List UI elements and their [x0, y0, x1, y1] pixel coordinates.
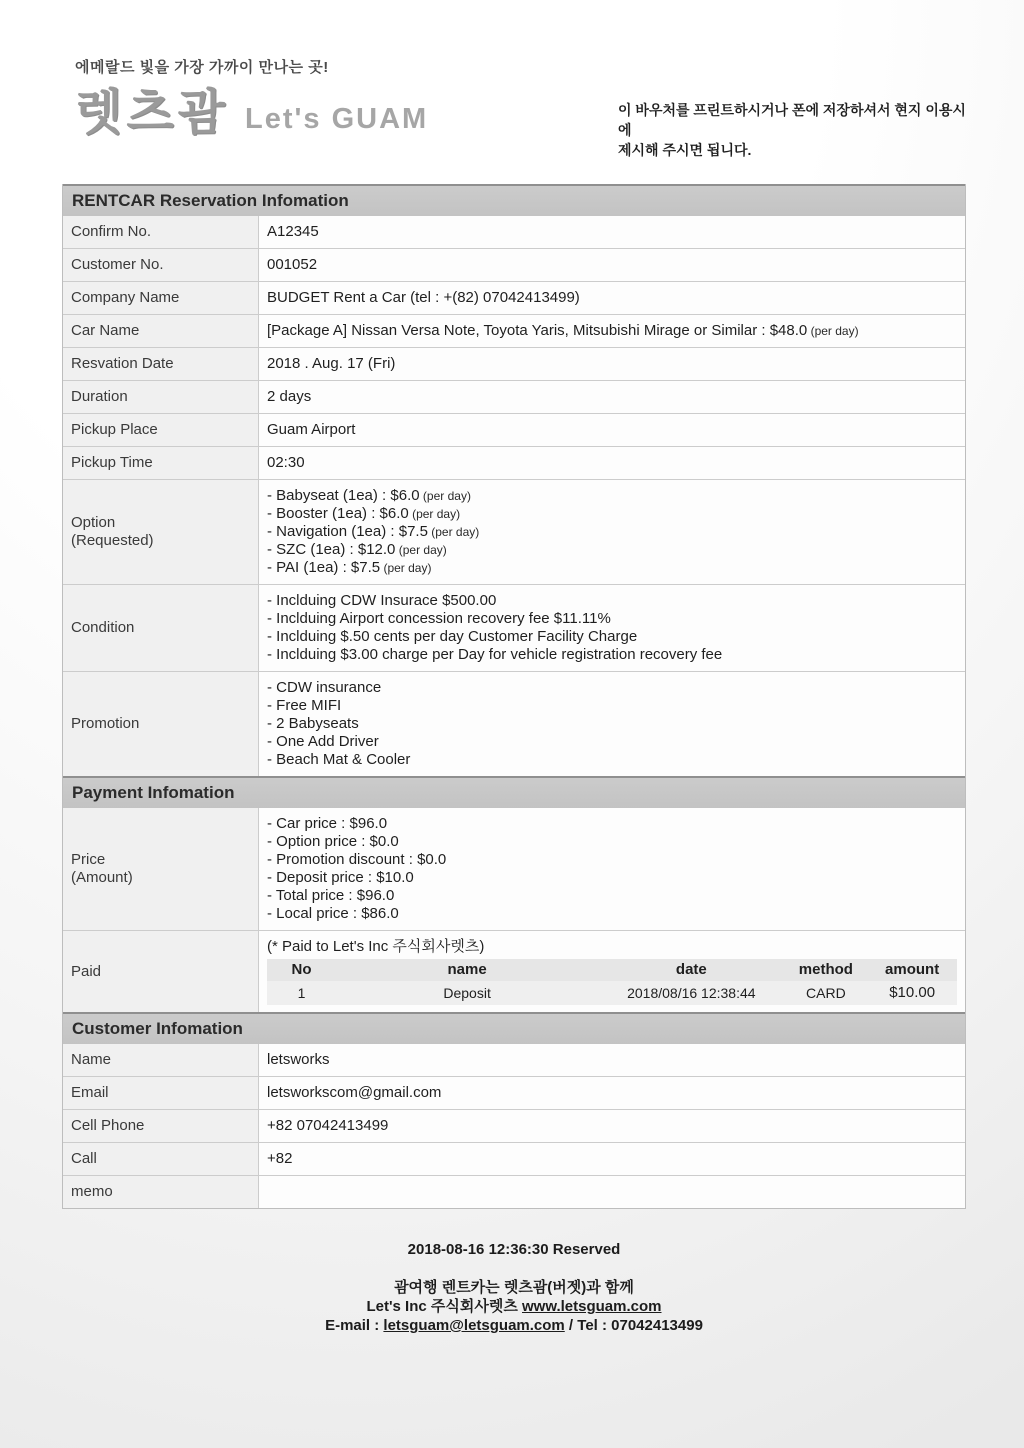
- per-day-suffix: (per day): [408, 507, 461, 521]
- row-label: [63, 348, 259, 380]
- table-row: [63, 930, 965, 1012]
- row-value: [259, 672, 965, 776]
- row-value: [259, 348, 965, 380]
- section-title-customer: Customer Infomation: [63, 1012, 965, 1044]
- table-row: [63, 314, 965, 347]
- row-value: [259, 1143, 965, 1175]
- row-label-line: Promotion: [71, 715, 140, 732]
- per-day-suffix: (per day): [427, 525, 480, 539]
- value-text: A12345: [267, 223, 319, 240]
- row-value-line: [267, 355, 957, 373]
- row-label-line: memo: [71, 1183, 113, 1200]
- footer-company-line: [62, 1297, 966, 1316]
- customer-rows: [63, 1044, 965, 1208]
- table-row: [63, 671, 965, 776]
- row-value-line: [267, 833, 957, 851]
- paid-table-cell: $10.00: [867, 981, 957, 1005]
- table-row: [63, 380, 965, 413]
- table-row: [63, 347, 965, 380]
- row-value: [259, 282, 965, 314]
- logo-korean-icon: 렛츠괌: [75, 86, 230, 140]
- paid-table-cell: 2018/08/16 12:38:44: [598, 981, 784, 1005]
- value-text: - Inclduing CDW Insurace $500.00: [267, 592, 497, 609]
- row-value: [259, 447, 965, 479]
- row-label: [63, 414, 259, 446]
- table-row: [63, 1142, 965, 1175]
- per-day-suffix: (per day): [419, 489, 471, 503]
- row-label-line: Paid: [71, 962, 102, 980]
- row-value: [259, 931, 965, 1012]
- paid-table-header: No: [267, 959, 336, 981]
- table-row: [63, 413, 965, 446]
- row-value-line: [267, 815, 957, 833]
- value-text: +82: [267, 1150, 293, 1167]
- row-label-line: Condition: [71, 619, 135, 636]
- row-label: [63, 1077, 259, 1109]
- per-day-suffix: (per day): [807, 324, 859, 338]
- row-label-line: Name: [71, 1051, 112, 1068]
- paid-table-header: method: [784, 959, 867, 981]
- brand-tagline: 에메랄드 빛을 가장 가까이 만나는 곳!: [75, 59, 329, 76]
- row-label-line: Duration: [71, 388, 128, 405]
- row-label: [63, 381, 259, 413]
- value-text: - Inclduing $3.00 charge per Day for vehicle registration recovery fee: [267, 646, 723, 663]
- row-label-line: Price: [71, 851, 106, 868]
- footer-email-line: [62, 1316, 966, 1335]
- row-label: [63, 585, 259, 671]
- value-text: - Local price : $86.0: [267, 905, 399, 922]
- row-value-line: [267, 223, 957, 241]
- row-value-line: [267, 1051, 957, 1069]
- row-label: [63, 808, 259, 930]
- footer-slogan: 괌여행 렌트카는 렛츠괌(버젯)과 함께: [394, 1279, 634, 1296]
- paid-table: [267, 959, 957, 1005]
- paid-table-row: [267, 981, 957, 1005]
- value-text: letsworkscom@gmail.com: [267, 1084, 442, 1101]
- table-row: [63, 584, 965, 671]
- row-value-line: [267, 421, 957, 439]
- value-text: - Promotion discount : $0.0: [267, 851, 447, 868]
- table-row: [63, 479, 965, 584]
- notice-line-2: 제시해 주시면 됩니다.: [618, 142, 752, 158]
- row-value-line: [267, 733, 957, 751]
- row-label: [63, 931, 259, 1012]
- voucher-usage-notice: [618, 100, 966, 160]
- table-row: [63, 1044, 965, 1076]
- value-text: 2018 . Aug. 17 (Fri): [267, 355, 396, 372]
- row-value-line: [267, 559, 957, 577]
- value-text: - Deposit price : $10.0: [267, 869, 414, 886]
- value-text: - 2 Babyseats: [267, 715, 359, 732]
- row-label-line: Email: [71, 1084, 109, 1101]
- row-label: [63, 1110, 259, 1142]
- row-value: [259, 1110, 965, 1142]
- row-value-line: [267, 715, 957, 733]
- row-label: [63, 282, 259, 314]
- row-value: [259, 381, 965, 413]
- row-value: [259, 1044, 965, 1076]
- brand-block: [75, 56, 428, 160]
- reservation-rows: [63, 216, 965, 776]
- row-label-line: Cell Phone: [71, 1117, 145, 1134]
- page-header: [62, 0, 966, 160]
- row-label-line: Pickup Time: [71, 454, 153, 471]
- section-title-reservation: RENTCAR Reservation Infomation: [63, 184, 965, 216]
- row-value: [259, 315, 965, 347]
- table-row: [63, 248, 965, 281]
- value-text: - Car price : $96.0: [267, 815, 388, 832]
- row-value: [259, 585, 965, 671]
- row-label: [63, 1143, 259, 1175]
- paid-table-cell: 1: [267, 981, 336, 1005]
- table-row: [63, 1076, 965, 1109]
- table-row: [63, 808, 965, 930]
- row-label: [63, 672, 259, 776]
- section-title-payment: Payment Infomation: [63, 776, 965, 808]
- row-value-line: [267, 256, 957, 274]
- reserved-timestamp: 2018-08-16 12:36:30 Reserved: [407, 1241, 621, 1258]
- value-text: BUDGET Rent a Car (tel : +(82) 07042413499): [267, 289, 580, 306]
- row-value-line: [267, 1117, 957, 1135]
- table-row: [63, 446, 965, 479]
- per-day-suffix: (per day): [395, 543, 447, 557]
- page-footer: [62, 1241, 966, 1335]
- row-value-line: [267, 1150, 957, 1168]
- row-value-line: [267, 322, 957, 340]
- row-value: [259, 1176, 965, 1208]
- paid-table-cell: Deposit: [336, 981, 598, 1005]
- row-value-line: [267, 697, 957, 715]
- logo-english-text: Let's GUAM: [245, 103, 429, 135]
- row-value-line: [267, 592, 957, 610]
- value-text: Guam Airport: [267, 421, 356, 438]
- row-value-line: [267, 610, 957, 628]
- value-text: - SZC (1ea) : $12.0: [267, 541, 396, 558]
- row-value-line: [267, 887, 957, 905]
- paid-table-header: date: [598, 959, 784, 981]
- row-label: [63, 1044, 259, 1076]
- value-text: - Babyseat (1ea) : $6.0: [267, 487, 420, 504]
- value-text: - PAI (1ea) : $7.5: [267, 559, 381, 576]
- value-text: - CDW insurance: [267, 679, 382, 696]
- row-value: [259, 808, 965, 930]
- row-label-line: Car Name: [71, 322, 140, 339]
- row-value-line: [267, 869, 957, 887]
- row-label: [63, 216, 259, 248]
- row-value-line: [267, 505, 957, 523]
- row-value-line: [267, 541, 957, 559]
- row-value-line: [267, 905, 957, 923]
- row-label-line: Option: [71, 514, 116, 531]
- table-row: [63, 216, 965, 248]
- value-text: - Total price : $96.0: [267, 887, 395, 904]
- paid-table-header-row: [267, 959, 957, 981]
- row-value-line: [267, 679, 957, 697]
- row-label: [63, 249, 259, 281]
- row-value-line: [267, 751, 957, 769]
- row-label-line: Call: [71, 1150, 97, 1167]
- row-value: [259, 249, 965, 281]
- row-value: [259, 1077, 965, 1109]
- footer-company-name: Let's Inc 주식회사렛츠: [366, 1298, 518, 1315]
- paid-table-header: amount: [867, 959, 957, 981]
- row-label: [63, 1176, 259, 1208]
- table-row: [63, 1109, 965, 1142]
- row-value: [259, 414, 965, 446]
- row-label-line: Company Name: [71, 289, 180, 306]
- value-text: 02:30: [267, 454, 305, 471]
- row-label-line: Pickup Place: [71, 421, 158, 438]
- row-value-line: [267, 1084, 957, 1102]
- row-value-line: [267, 289, 957, 307]
- value-text: - One Add Driver: [267, 733, 379, 750]
- payment-rows: [63, 808, 965, 1012]
- paid-table-header: name: [336, 959, 598, 981]
- voucher-table: [62, 184, 966, 1209]
- row-value-line: [267, 487, 957, 505]
- voucher-page: [62, 0, 966, 1335]
- per-day-suffix: (per day): [380, 561, 432, 575]
- value-text: - Free MIFI: [267, 697, 342, 714]
- value-text: - Booster (1ea) : $6.0: [267, 505, 409, 522]
- value-text: 001052: [267, 256, 318, 273]
- value-text: - Option price : $0.0: [267, 833, 399, 850]
- value-text: 2 days: [267, 388, 312, 405]
- footer-telephone: / Tel : 07042413499: [564, 1317, 703, 1334]
- paid-note: (* Paid to Let's Inc 주식회사렛츠): [267, 938, 485, 955]
- footer-email-label: E-mail :: [325, 1317, 384, 1334]
- row-value-line: [267, 628, 957, 646]
- row-value-line: [267, 388, 957, 406]
- row-label-line: Customer No.: [71, 256, 164, 273]
- value-text: - Beach Mat & Cooler: [267, 751, 411, 768]
- value-text: - Inclduing $.50 cents per day Customer Facility Charge: [267, 628, 638, 645]
- row-label: [63, 447, 259, 479]
- row-value-line: [267, 523, 957, 541]
- value-text: - Navigation (1ea) : $7.5: [267, 523, 428, 540]
- value-text: letsworks: [267, 1051, 330, 1068]
- website-link[interactable]: www.letsguam.com: [522, 1298, 662, 1315]
- footer-contact-block: [62, 1278, 966, 1335]
- paid-table-cell: CARD: [784, 981, 867, 1005]
- row-label-line: (Requested): [71, 532, 154, 549]
- row-value-line: [267, 646, 957, 664]
- value-text: [Package A] Nissan Versa Note, Toyota Yaris, Mitsubishi Mirage or Similar : $48.0: [267, 322, 808, 339]
- row-value-line: [267, 851, 957, 869]
- row-label-line: Confirm No.: [71, 223, 152, 240]
- table-row: [63, 281, 965, 314]
- notice-line-1: 이 바우처를 프린트하시거나 폰에 저장하셔서 현지 이용시에: [618, 102, 966, 138]
- table-row: [63, 1175, 965, 1208]
- value-text: +82 07042413499: [267, 1117, 389, 1134]
- row-label: [63, 480, 259, 584]
- row-label-line: (Amount): [71, 869, 133, 886]
- row-label: [63, 315, 259, 347]
- lets-guam-logo: [75, 85, 428, 141]
- row-label-line: Resvation Date: [71, 355, 174, 372]
- value-text: - Inclduing Airport concession recovery fee $11.11%: [267, 610, 611, 627]
- row-value: [259, 480, 965, 584]
- row-value-line: [267, 454, 957, 472]
- email-link[interactable]: letsguam@letsguam.com: [383, 1317, 565, 1334]
- row-value: [259, 216, 965, 248]
